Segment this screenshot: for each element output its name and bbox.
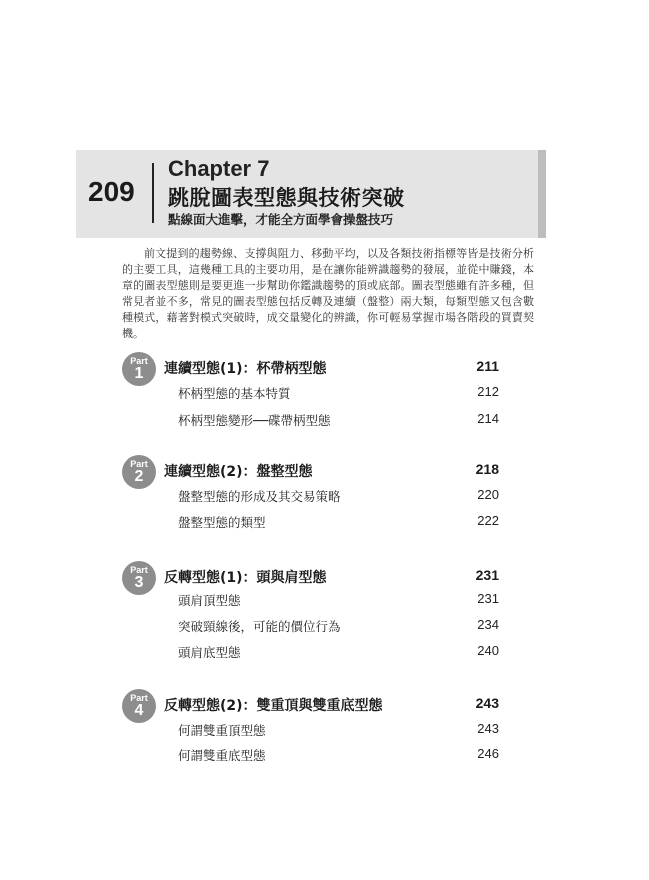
toc-item-page: 234 [477, 617, 499, 632]
part-badge [122, 352, 156, 386]
toc-item-title: 頭肩頂型態 [178, 593, 241, 608]
toc-item-page: 214 [477, 411, 499, 426]
part-badge [122, 561, 156, 595]
page-number: 209 [88, 176, 135, 207]
chapter-title: 跳脫圖表型態與技術突破 [168, 186, 405, 210]
chapter-header-edge [538, 150, 546, 238]
part-badge [122, 455, 156, 489]
part-badge [122, 689, 156, 723]
toc-item-title: 杯柄型態的基本特質 [178, 386, 291, 401]
part-badge-word: Part [130, 459, 148, 469]
header-divider [152, 163, 154, 223]
part-title[interactable]: 反轉型態(2)：雙重頂與雙重底型態 [164, 698, 383, 714]
toc-item-title: 頭肩底型態 [178, 645, 241, 660]
part-badge-word: Part [130, 565, 148, 575]
part-badge-number: 4 [134, 702, 144, 719]
toc-item-page: 212 [477, 384, 499, 399]
part-page-number: 218 [475, 461, 499, 477]
chapter-subtitle: 點線面大進擊，才能全方面學會操盤技巧 [168, 212, 394, 227]
part-title[interactable]: 連續型態(1)：杯帶柄型態 [164, 361, 327, 377]
part-page-number: 243 [475, 695, 499, 711]
part-page-number: 211 [476, 358, 499, 374]
toc-item-title: 突破頸線後，可能的價位行為 [178, 619, 341, 634]
part-title[interactable]: 連續型態(2)：盤整型態 [164, 464, 313, 480]
part-badge-number: 1 [134, 365, 144, 382]
toc-item-page: 246 [477, 746, 499, 761]
toc-item-page: 222 [477, 513, 499, 528]
toc-item-page: 220 [477, 487, 499, 502]
intro-paragraph: 前文提到的趨勢線、支撐與阻力、移動平均，以及各類技術指標等皆是技術分析的主要工具，這幾種工具的主要功用，是在讓你能辨識趨勢的發展，並從中賺錢，本章的圖表型態則是要更進一步幫助你鑑識趨勢的頂或底部。圖表型態雖有許多種，但常見者並不多，常見的圖表型態包括反轉及連續（盤整）兩大類，每類型態又包含數種模式，藉著對模式突破時，成交量變化的辨識，你可輕易掌握市場各階段的買賣契機。 [122, 247, 534, 340]
part-title[interactable]: 反轉型態(1)：頭與肩型態 [164, 570, 327, 586]
part-badge-number: 3 [134, 574, 144, 591]
toc-item-title: 盤整型態的類型 [178, 515, 266, 530]
toc-item-title: 杯柄型態變形──碟帶柄型態 [178, 413, 331, 428]
toc-item-page: 240 [477, 643, 499, 658]
toc-item-title: 何謂雙重底型態 [178, 748, 266, 763]
toc-item-page: 231 [477, 591, 499, 606]
toc-item-title: 何謂雙重頂型態 [178, 723, 266, 738]
part-badge-word: Part [130, 693, 148, 703]
toc-item-title: 盤整型態的形成及其交易策略 [178, 489, 341, 504]
toc-item-page: 243 [477, 721, 499, 736]
part-page-number: 231 [475, 567, 499, 583]
part-badge-number: 2 [134, 468, 144, 485]
part-badge-word: Part [130, 356, 148, 366]
chapter-label: Chapter 7 [168, 156, 270, 181]
